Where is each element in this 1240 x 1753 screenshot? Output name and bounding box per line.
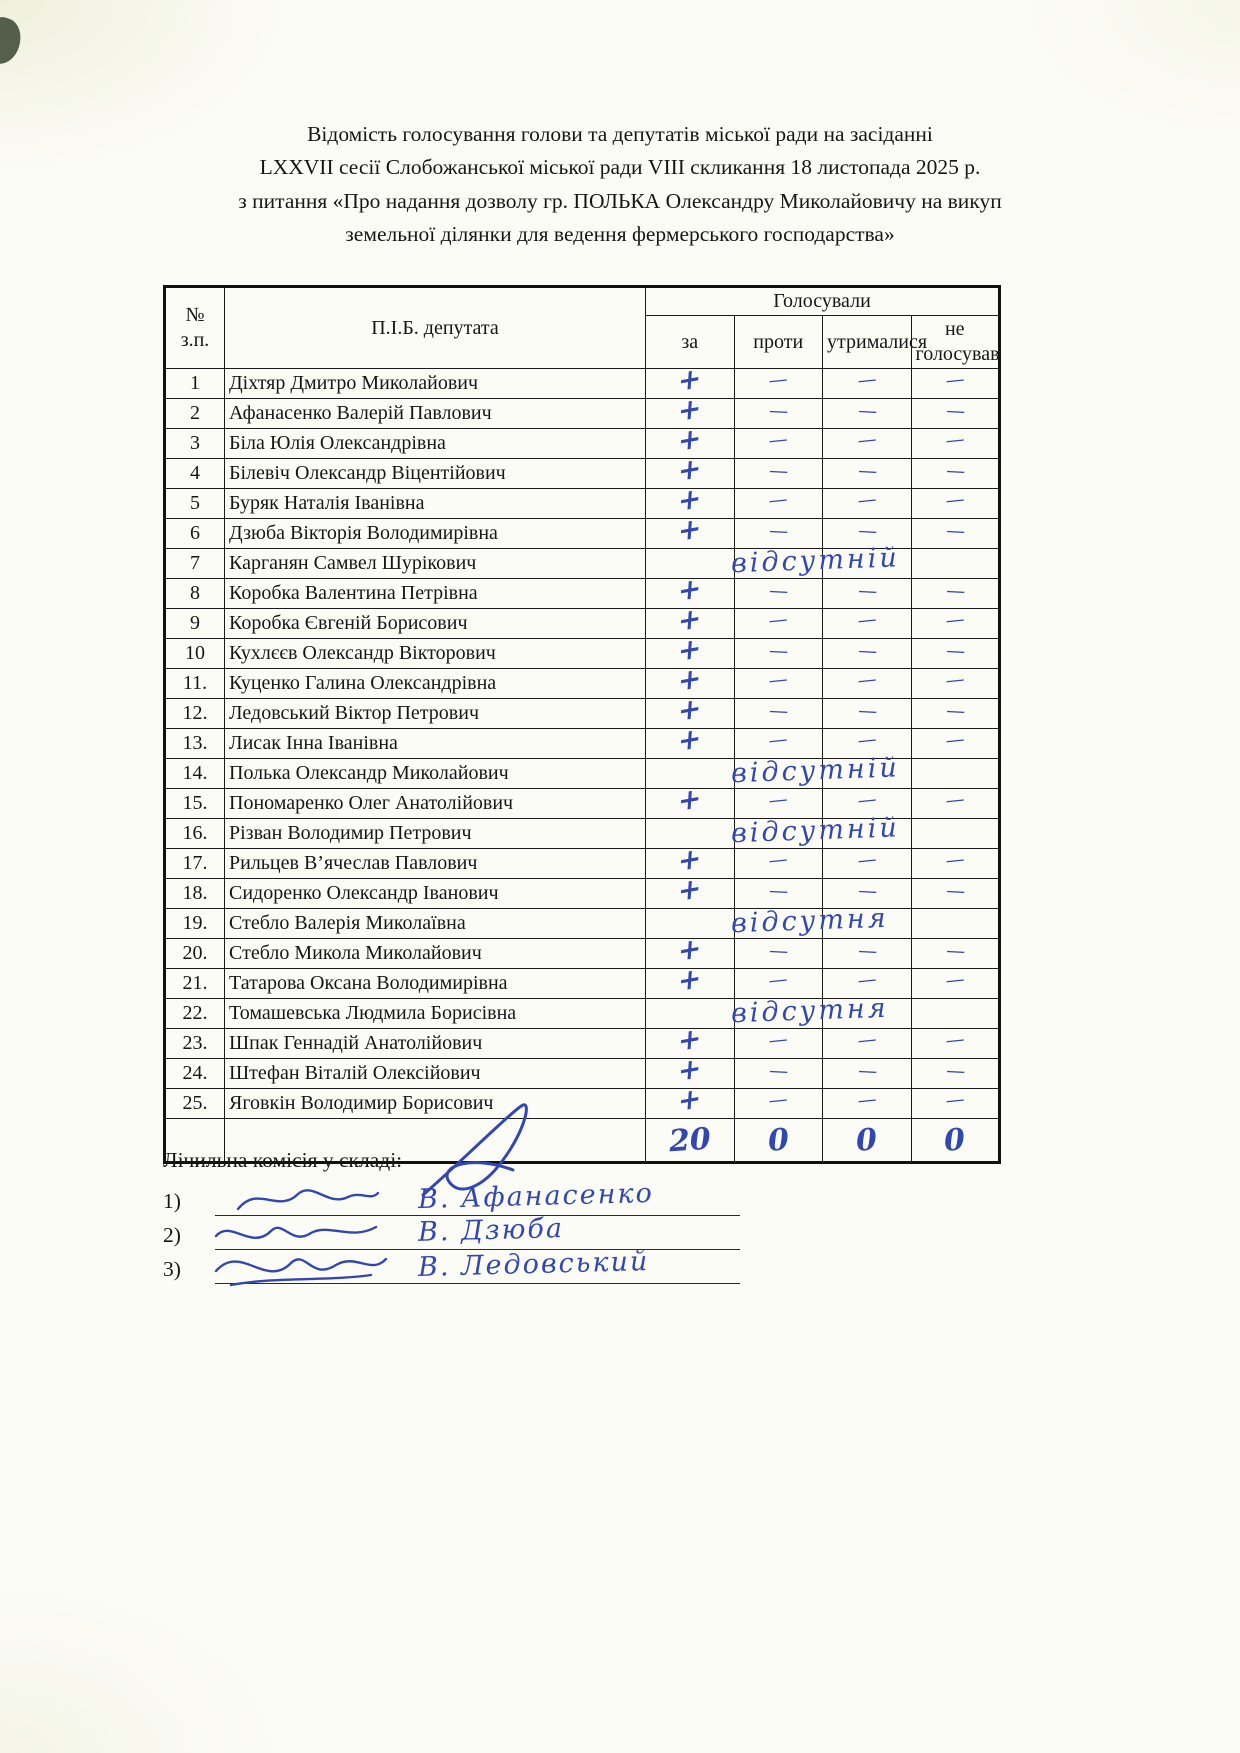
vote-cell-proty <box>734 579 823 609</box>
vote-cell-ne <box>911 849 1000 879</box>
table-row <box>165 999 1000 1029</box>
header-name: П.І.Б. депутата <box>225 287 646 369</box>
vote-dash-mark: — <box>767 608 788 633</box>
deputy-name: Сидоренко Олександр Іванович <box>225 879 646 909</box>
vote-dash-mark: — <box>945 579 965 603</box>
vote-dash-mark: — <box>856 368 877 393</box>
vote-cell-ne <box>911 369 1000 399</box>
vote-cell-ne <box>911 1089 1000 1119</box>
vote-cell-proty <box>734 729 823 759</box>
deputy-number: 4 <box>165 459 225 489</box>
vote-dash-mark: — <box>857 699 877 723</box>
vote-dash-mark: — <box>945 459 965 483</box>
vote-plus-mark: + <box>677 870 703 909</box>
header-za: за <box>646 316 735 369</box>
deputy-number: 17. <box>165 849 225 879</box>
vote-dash-mark: — <box>856 788 877 813</box>
vote-plus-mark: + <box>677 660 703 699</box>
absent-handwriting: відсутній <box>730 542 900 580</box>
vote-dash-mark: — <box>857 939 877 963</box>
vote-dash-mark: — <box>856 1088 877 1113</box>
vote-plus-mark: + <box>677 600 703 639</box>
deputy-number: 23. <box>165 1029 225 1059</box>
deputy-name: Дзюба Вікторія Володимирівна <box>225 519 646 549</box>
vote-dash-mark: — <box>768 399 788 423</box>
vote-cell-utrym <box>823 609 912 639</box>
vote-cell-za <box>646 510 735 549</box>
deputy-name: Афанасенко Валерій Павлович <box>225 399 646 429</box>
vote-dash-mark: — <box>944 1088 965 1113</box>
vote-dash-mark: — <box>767 668 788 693</box>
deputy-name: Томашевська Людмила Борисівна <box>225 999 646 1029</box>
vote-cell-ne <box>911 459 1000 489</box>
deputy-name: Коробка Євгеній Борисович <box>225 609 646 639</box>
vote-cell-proty <box>734 669 823 699</box>
vote-cell-proty <box>734 1089 823 1119</box>
vote-cell-proty <box>734 849 823 879</box>
vote-plus-mark: + <box>677 1050 703 1089</box>
vote-dash-mark: — <box>945 399 965 423</box>
vote-cell-ne <box>911 699 1000 729</box>
vote-plus-mark: + <box>677 960 703 999</box>
vote-cell-utrym <box>823 1029 912 1059</box>
vote-cell-proty <box>734 1029 823 1059</box>
deputy-number: 5 <box>165 489 225 519</box>
deputy-number: 11. <box>165 669 225 699</box>
deputy-number: 16. <box>165 819 225 849</box>
deputy-number: 22. <box>165 999 225 1029</box>
table-row <box>165 1029 1000 1059</box>
table-row <box>165 759 1000 789</box>
vote-cell-proty <box>734 699 823 729</box>
title-line-4: земельної ділянки для ведення фермерського господарства» <box>345 221 895 246</box>
vote-cell-za <box>646 720 735 759</box>
vote-dash-mark: — <box>857 519 877 543</box>
deputy-name: Яговкін Володимир Борисович <box>225 1089 646 1119</box>
header-proty: проти <box>734 316 823 369</box>
vote-dash-mark: — <box>944 968 965 993</box>
title-line-1: Відомість голосування голови та депутатів міської ради на засіданні <box>307 122 933 146</box>
deputy-name: Діхтяр Дмитро Миколайович <box>225 369 646 399</box>
vote-dash-mark: — <box>856 1028 877 1053</box>
vote-plus-mark: + <box>677 360 703 399</box>
vote-cell-za <box>646 780 735 819</box>
deputies-tbody <box>165 360 1000 1119</box>
vote-dash-mark: — <box>857 459 877 483</box>
vote-cell-za <box>646 960 735 999</box>
deputy-name: Рильцев В’ячеслав Павлович <box>225 849 646 879</box>
vote-cell-utrym <box>823 699 912 729</box>
deputy-number: 8 <box>165 579 225 609</box>
vote-cell-proty <box>734 459 823 489</box>
vote-plus-mark: + <box>677 390 703 429</box>
signature-name: В. Афанасенко <box>417 1177 655 1216</box>
deputy-number: 7 <box>165 549 225 579</box>
vote-cell-utrym <box>823 939 912 969</box>
vote-dash-mark: — <box>768 879 788 903</box>
vote-dash-mark: — <box>768 1059 788 1083</box>
deputy-name: Різван Володимир Петрович <box>225 819 646 849</box>
table-row <box>165 699 1000 729</box>
vote-cell-proty <box>730 752 900 790</box>
deputy-number: 19. <box>165 909 225 939</box>
vote-cell-proty <box>734 939 823 969</box>
counting-commission-block <box>163 1148 923 1289</box>
vote-dash-mark: — <box>944 668 965 693</box>
deputy-number: 1 <box>165 369 225 399</box>
deputy-name: Полька Олександр Миколайович <box>225 759 646 789</box>
vote-cell-proty <box>734 489 823 519</box>
vote-cell-proty <box>734 399 823 429</box>
vote-dash-mark: — <box>945 1059 965 1083</box>
vote-plus-mark: + <box>677 1020 703 1059</box>
vote-dash-mark: — <box>856 848 877 873</box>
deputy-name: Татарова Оксана Володимирівна <box>225 969 646 999</box>
vote-plus-mark: + <box>677 510 703 549</box>
deputy-name: Ледовський Віктор Петрович <box>225 699 646 729</box>
vote-dash-mark: — <box>857 1059 877 1083</box>
vote-cell-ne <box>911 429 1000 459</box>
vote-plus-mark: + <box>677 840 703 879</box>
vote-cell-ne <box>911 639 1000 669</box>
deputy-number: 21. <box>165 969 225 999</box>
table-row <box>165 489 1000 519</box>
header-voted-group: Голосували <box>646 287 1000 316</box>
deputy-number: 12. <box>165 699 225 729</box>
signature-row-3 <box>163 1245 923 1288</box>
vote-cell-utrym <box>823 639 912 669</box>
vote-dash-mark: — <box>768 939 788 963</box>
vote-cell-za <box>646 1080 735 1119</box>
vote-dash-mark: — <box>856 488 877 513</box>
vote-dash-mark: — <box>945 639 965 663</box>
vote-cell-ne <box>911 399 1000 429</box>
document-title <box>120 118 1120 251</box>
vote-cell-utrym <box>823 399 912 429</box>
vote-dash-mark: — <box>856 608 877 633</box>
vote-dash-mark: — <box>944 368 965 393</box>
vote-dash-mark: — <box>945 879 965 903</box>
vote-cell-ne <box>911 669 1000 699</box>
header-ne: не голосував <box>911 316 1000 369</box>
deputy-number: 9 <box>165 609 225 639</box>
vote-cell-ne <box>911 579 1000 609</box>
header-num: № з.п. <box>165 287 225 369</box>
vote-dash-mark: — <box>768 579 788 603</box>
vote-cell-proty <box>734 1059 823 1089</box>
deputy-number: 20. <box>165 939 225 969</box>
vote-cell-ne <box>911 939 1000 969</box>
voting-table <box>163 285 1001 1164</box>
deputy-name: Стебло Валерія Миколаївна <box>225 909 646 939</box>
vote-cell-proty <box>734 639 823 669</box>
deputy-name: Біла Юлія Олександрівна <box>225 429 646 459</box>
table-row <box>165 609 1000 639</box>
deputy-name: Карганян Самвел Шурікович <box>225 549 646 579</box>
vote-cell-proty <box>730 542 900 580</box>
vote-plus-mark: + <box>677 420 703 459</box>
table-row <box>165 669 1000 699</box>
deputy-number: 10 <box>165 639 225 669</box>
vote-cell-utrym <box>823 579 912 609</box>
signature-number: 2) <box>163 1223 181 1247</box>
vote-cell-proty <box>734 969 823 999</box>
deputy-name: Буряк Наталія Іванівна <box>225 489 646 519</box>
totals-ne: 0 <box>911 1119 1000 1163</box>
deputy-number: 3 <box>165 429 225 459</box>
vote-dash-mark: — <box>944 488 965 513</box>
vote-cell-utrym <box>823 669 912 699</box>
table-row <box>165 399 1000 429</box>
vote-cell-proty <box>734 789 823 819</box>
table-row <box>165 909 1000 939</box>
table-row <box>165 849 1000 879</box>
deputy-number: 18. <box>165 879 225 909</box>
vote-cell-proty <box>730 992 889 1030</box>
deputy-number: 14. <box>165 759 225 789</box>
vote-dash-mark: — <box>945 939 965 963</box>
deputy-name: Лисак Інна Іванівна <box>225 729 646 759</box>
vote-cell-ne <box>911 489 1000 519</box>
vote-cell-proty <box>734 609 823 639</box>
vote-cell-ne <box>911 609 1000 639</box>
vote-plus-mark: + <box>677 690 703 729</box>
absent-handwriting: відсутня <box>730 902 889 940</box>
title-line-3: з питання «Про надання дозволу гр. ПОЛЬКА Олександру Миколайовичу на викуп <box>238 188 1002 213</box>
vote-plus-mark: + <box>677 930 703 969</box>
vote-cell-utrym <box>823 369 912 399</box>
vote-plus-mark: + <box>677 630 703 669</box>
deputy-name: Білевіч Олександр Віцентійович <box>225 459 646 489</box>
deputy-number: 13. <box>165 729 225 759</box>
vote-plus-mark: + <box>677 780 703 819</box>
vote-cell-proty <box>734 879 823 909</box>
vote-plus-mark: + <box>677 450 703 489</box>
vote-dash-mark: — <box>944 428 965 453</box>
totals-proty: 0 <box>734 1119 823 1163</box>
vote-dash-mark: — <box>767 428 788 453</box>
vote-dash-mark: — <box>857 579 877 603</box>
table-row <box>165 819 1000 849</box>
vote-dash-mark: — <box>767 788 788 813</box>
vote-dash-mark: — <box>767 848 788 873</box>
vote-dash-mark: — <box>767 968 788 993</box>
totals-za: 20 <box>646 1119 735 1163</box>
signature-name: В. Ледовський <box>417 1245 650 1284</box>
vote-dash-mark: — <box>857 879 877 903</box>
vote-dash-mark: — <box>768 639 788 663</box>
vote-dash-mark: — <box>856 728 877 753</box>
table-row <box>165 579 1000 609</box>
vote-dash-mark: — <box>768 519 788 543</box>
signature-number: 1) <box>163 1189 181 1213</box>
table-row <box>165 1059 1000 1089</box>
vote-dash-mark: — <box>857 639 877 663</box>
vote-cell-utrym <box>823 489 912 519</box>
vote-cell-za <box>646 870 735 909</box>
vote-cell-utrym <box>823 849 912 879</box>
vote-cell-proty <box>730 812 900 850</box>
table-row <box>165 1089 1000 1119</box>
absent-handwriting: відсутній <box>730 812 900 850</box>
vote-dash-mark: — <box>944 728 965 753</box>
deputy-number: 24. <box>165 1059 225 1089</box>
vote-plus-mark: + <box>677 570 703 609</box>
vote-dash-mark: — <box>767 368 788 393</box>
commission-label: Лічильна комісія у складі: <box>163 1148 403 1172</box>
vote-dash-mark: — <box>767 1028 788 1053</box>
deputy-name: Штефан Віталій Олексійович <box>225 1059 646 1089</box>
vote-cell-proty <box>734 429 823 459</box>
signature-name: В. Дзюба <box>417 1213 565 1248</box>
vote-plus-mark: + <box>677 1080 703 1119</box>
table-row <box>165 939 1000 969</box>
vote-dash-mark: — <box>856 668 877 693</box>
vote-dash-mark: — <box>944 788 965 813</box>
table-row <box>165 459 1000 489</box>
vote-dash-mark: — <box>945 519 965 543</box>
deputy-number: 2 <box>165 399 225 429</box>
vote-dash-mark: — <box>857 399 877 423</box>
vote-cell-utrym <box>823 1059 912 1089</box>
deputy-name: Шпак Геннадій Анатолійович <box>225 1029 646 1059</box>
vote-dash-mark: — <box>768 699 788 723</box>
voting-table-header <box>165 287 1000 369</box>
deputy-name: Пономаренко Олег Анатолійович <box>225 789 646 819</box>
title-line-2: LXXVII сесії Слобожанської міської ради VIII скликання 18 листопада 2025 р. <box>259 155 981 180</box>
vote-cell-proty <box>734 519 823 549</box>
table-row <box>165 639 1000 669</box>
signature-number: 3) <box>163 1257 181 1281</box>
vote-dash-mark: — <box>944 608 965 633</box>
vote-dash-mark: — <box>767 728 788 753</box>
table-row <box>165 429 1000 459</box>
scan-corner-artifact <box>0 14 26 68</box>
deputy-number: 25. <box>165 1089 225 1119</box>
vote-plus-mark: + <box>677 720 703 759</box>
table-row <box>165 369 1000 399</box>
vote-dash-mark: — <box>767 488 788 513</box>
deputy-name: Кухлєєв Олександр Вікторович <box>225 639 646 669</box>
vote-cell-utrym <box>823 1089 912 1119</box>
vote-cell-ne <box>911 1059 1000 1089</box>
vote-dash-mark: — <box>944 1028 965 1053</box>
totals-utrym: 0 <box>823 1119 912 1163</box>
vote-dash-mark: — <box>767 1088 788 1113</box>
header-utrym: утрималися <box>823 316 912 369</box>
vote-dash-mark: — <box>944 848 965 873</box>
vote-cell-proty <box>734 369 823 399</box>
vote-dash-mark: — <box>945 699 965 723</box>
deputy-name: Куценко Галина Олександрівна <box>225 669 646 699</box>
vote-cell-utrym <box>823 459 912 489</box>
vote-cell-proty <box>730 902 889 940</box>
vote-dash-mark: — <box>856 968 877 993</box>
vote-cell-ne <box>911 1029 1000 1059</box>
absent-handwriting: відсутній <box>730 752 900 790</box>
vote-dash-mark: — <box>856 428 877 453</box>
deputy-name: Стебло Микола Миколайович <box>225 939 646 969</box>
vote-dash-mark: — <box>768 459 788 483</box>
table-row <box>165 549 1000 579</box>
vote-plus-mark: + <box>677 480 703 519</box>
deputy-name: Коробка Валентина Петрівна <box>225 579 646 609</box>
absent-handwriting: відсутня <box>730 992 889 1030</box>
deputy-number: 6 <box>165 519 225 549</box>
deputy-number: 15. <box>165 789 225 819</box>
vote-cell-utrym <box>823 429 912 459</box>
